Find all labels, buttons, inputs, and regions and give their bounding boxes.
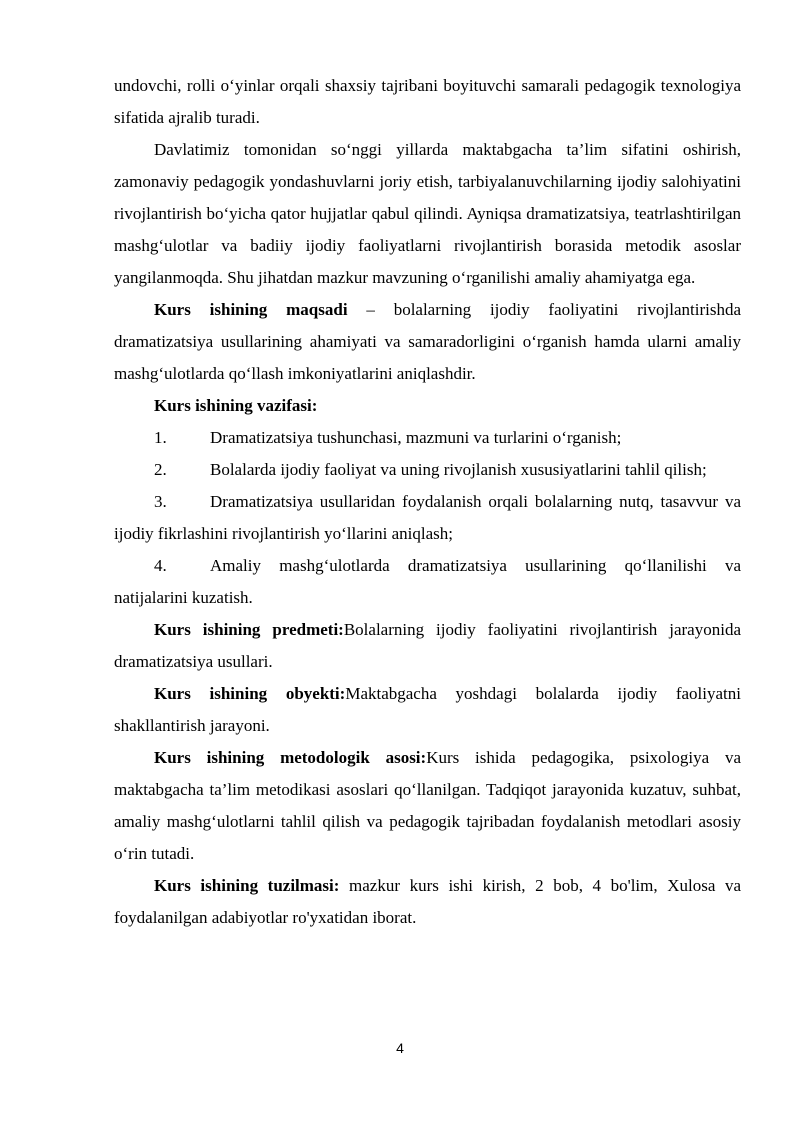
task-text: Amaliy mashg‘ulotlarda dramatizatsiya usullarining qo‘llanilishi va natijalarini kuzatish.: [114, 556, 741, 607]
page-number: 4: [396, 1040, 404, 1056]
tasks-list: [114, 422, 741, 614]
task-number: 4.: [154, 556, 167, 575]
task-item: [114, 550, 741, 614]
subject-text: Bolalarning ijodiy faoliyatini rivojlantirish jarayonida dramatizatsiya usullari.: [114, 620, 741, 671]
task-text: Dramatizatsiya tushunchasi, mazmuni va turlarini o‘rganish;: [210, 428, 622, 447]
paragraph-methodology: [114, 742, 741, 870]
paragraph-object: [114, 678, 741, 742]
task-item: [114, 454, 741, 486]
task-text: Dramatizatsiya usullaridan foydalanish orqali bolalarning nutq, tasavvur va ijodiy fikrlashini rivojlantirish yo‘llarini aniqlash;: [114, 492, 741, 543]
task-text: Bolalarda ijodiy faoliyat va uning rivojlanish xususiyatlarini tahlil qilish;: [210, 460, 707, 479]
task-number: 3.: [154, 492, 167, 511]
paragraph-goal: [114, 294, 741, 390]
structure-text: mazkur kurs ishi kirish, 2 bob, 4 bo'lim, Xulosa va foydalanilgan adabiyotlar ro'yxatidan iborat.: [114, 876, 741, 927]
goal-text: – bolalarning ijodiy faoliyatini rivojlantirishda dramatizatsiya usullarining ahamiyati va samaradorligini o‘rganish hamda ularni amaliy mashg‘ulotlarda qo‘llash imkoniyatlarini aniqlashdir.: [114, 300, 741, 383]
object-label: Kurs ishining obyekti:: [154, 684, 346, 703]
methodology-text: Kurs ishida pedagogika, psixologiya va maktabgacha ta’lim metodikasi asoslari qo‘llanilgan. Tadqiqot jarayonida kuzatuv, suhbat, amaliy mashg‘ulotlarni tahlil qilish va pedagogik tajribadan foydalanish metodlari asosiy o‘rin tutadi.: [114, 748, 742, 863]
subject-label: Kurs ishining predmeti:: [154, 620, 344, 639]
goal-label: Kurs ishining maqsadi: [154, 300, 348, 319]
structure-label: Kurs ishining tuzilmasi:: [154, 876, 340, 895]
paragraph-subject: [114, 614, 741, 678]
task-number: 2.: [154, 460, 167, 479]
object-text: Maktabgacha yoshdagi bolalarda ijodiy faoliyatni shakllantirish jarayoni.: [114, 684, 741, 735]
paragraph-intro-continued: undovchi, rolli o‘yinlar orqali shaxsiy tajribani boyituvchi samarali pedagogik texnologiya sifatida ajralib turadi.: [114, 76, 741, 127]
tasks-heading: [114, 390, 741, 422]
task-number: 1.: [154, 428, 167, 447]
tasks-label: Kurs ishining vazifasi:: [154, 396, 318, 415]
task-item: [114, 486, 741, 550]
task-item: [114, 422, 741, 454]
methodology-label: Kurs ishining metodologik asosi:: [154, 748, 427, 767]
paragraph-state-policy: Davlatimiz tomonidan so‘nggi yillarda maktabgacha ta’lim sifatini oshirish, zamonaviy pedagogik yondashuvlarni joriy etish, tarbiyalanuvchilarning ijodiy salohiyatini rivojlantirish bo‘yicha qator hujjatlar qabul qilindi. Ayniqsa dramatizatsiya, teatrlashtirilgan mashg‘ulotlar va badiiy ijodiy faoliyatlarni rivojlantirish borasida metodik asoslar yangilanmoqda. Shu jihatdan mazkur mavzuning o‘rganilishi amaliy ahamiyatga ega.: [114, 140, 741, 287]
page-content: [114, 70, 741, 934]
paragraph-structure: [114, 870, 741, 934]
